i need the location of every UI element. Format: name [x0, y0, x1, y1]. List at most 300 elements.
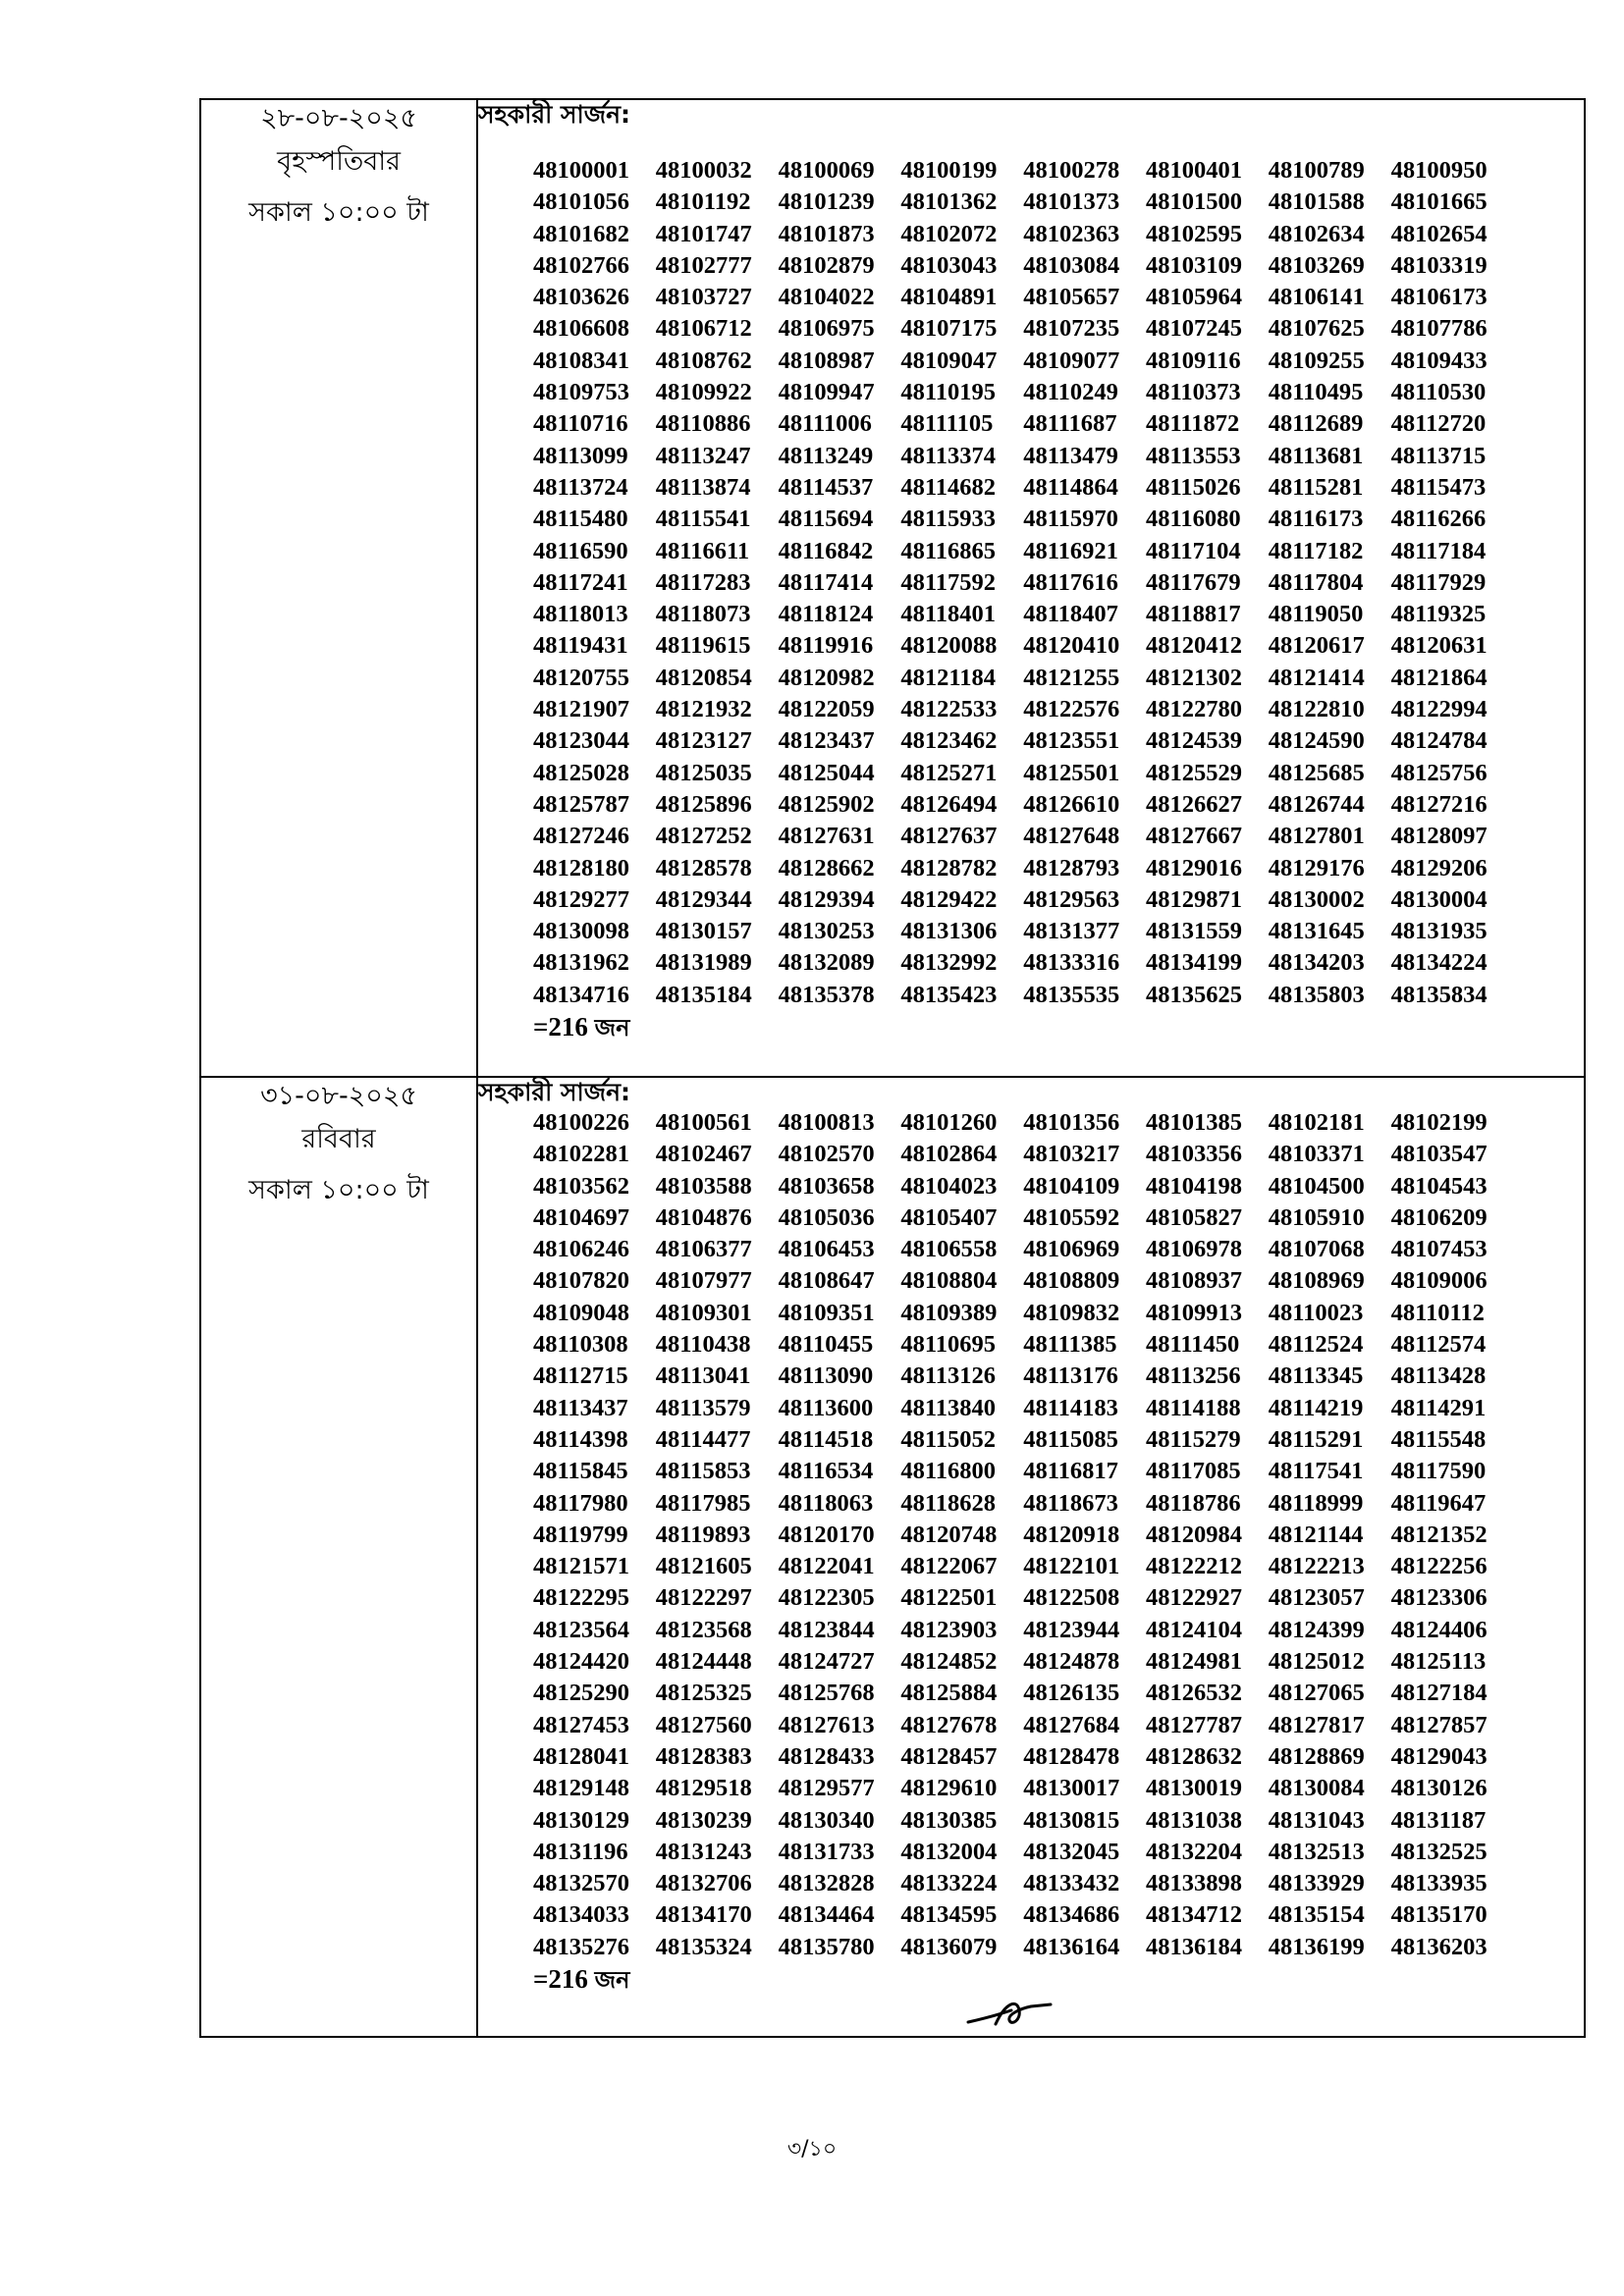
roll-number: 48121864: [1390, 664, 1488, 691]
roll-number: 48126494: [900, 790, 998, 818]
roll-number: 48110695: [900, 1331, 997, 1359]
roll-number: 48101056: [533, 188, 629, 216]
roll-number: 48134716: [533, 981, 629, 1008]
roll-number: 48115085: [1023, 1425, 1118, 1453]
roll-row: [533, 1456, 1584, 1487]
roll-number: 48136184: [1145, 1933, 1242, 1960]
exam-time: সকাল ১০:০০ টা: [248, 1175, 429, 1205]
roll-number: 48116611: [655, 537, 750, 564]
roll-number: 48109922: [655, 379, 752, 406]
roll-number: 48112720: [1390, 410, 1487, 438]
roll-number: 48123437: [778, 727, 875, 755]
roll-number: 48120170: [778, 1521, 875, 1548]
roll-number: 48108937: [1145, 1267, 1242, 1295]
roll-number: 48100199: [900, 157, 998, 184]
roll-row: [533, 1868, 1584, 1899]
roll-number: 48121352: [1390, 1521, 1488, 1548]
roll-row: [533, 1298, 1584, 1329]
roll-number: 48104697: [533, 1203, 629, 1231]
roll-number: 48134224: [1390, 949, 1488, 977]
roll-number: 48126610: [1023, 790, 1120, 818]
roll-number: 48132204: [1145, 1838, 1242, 1865]
roll-number: 48121932: [655, 696, 752, 723]
roll-number: 48105964: [1145, 284, 1242, 311]
roll-number: 48132513: [1268, 1838, 1365, 1865]
roll-number: 48113715: [1390, 442, 1487, 469]
roll-number: 48130815: [1023, 1806, 1120, 1834]
roll-number: 48109947: [778, 379, 875, 406]
roll-number: 48109047: [900, 347, 998, 374]
roll-row: [533, 1899, 1584, 1931]
roll-number: 48125271: [900, 759, 998, 786]
roll-number: 48113579: [655, 1394, 751, 1421]
roll-number: 48105910: [1268, 1203, 1365, 1231]
roll-row: [533, 789, 1584, 821]
roll-row: [533, 155, 1584, 187]
roll-number: 48121144: [1268, 1521, 1364, 1548]
roll-number: 48117085: [1145, 1458, 1241, 1485]
schedule-row-2: [200, 1077, 1585, 2037]
roll-number: 48106453: [778, 1236, 875, 1263]
roll-number: 48122780: [1145, 696, 1242, 723]
roll-number: 48112574: [1390, 1331, 1487, 1359]
roll-number: 48103269: [1268, 251, 1365, 279]
roll-row: [533, 630, 1584, 662]
roll-number: 48105036: [778, 1203, 875, 1231]
roll-number: 48133316: [1023, 949, 1120, 977]
roll-number: 48129871: [1145, 885, 1242, 913]
roll-number: 48126135: [1023, 1680, 1120, 1707]
roll-number: 48104198: [1145, 1172, 1242, 1200]
roll-number: 48106978: [1145, 1236, 1242, 1263]
roll-number: 48104876: [655, 1203, 752, 1231]
roll-number: 48130019: [1145, 1775, 1242, 1802]
roll-number: 48123127: [655, 727, 752, 755]
roll-number: 48120755: [533, 664, 629, 691]
roll-number: 48119431: [533, 632, 628, 660]
roll-number: 48132570: [533, 1870, 629, 1897]
total-unit: জন: [594, 1014, 630, 1042]
roll-number: 48131306: [900, 918, 998, 945]
roll-number: 48127560: [655, 1711, 752, 1738]
roll-number: 48110438: [655, 1331, 751, 1359]
roll-row: [533, 1773, 1584, 1804]
total-number: =216: [533, 1964, 588, 1995]
roll-number: 48127787: [1145, 1711, 1242, 1738]
total-number: =216: [533, 1012, 588, 1042]
roll-number: 48109116: [1145, 347, 1241, 374]
roll-row: [533, 916, 1584, 947]
roll-number: 48114518: [778, 1425, 874, 1453]
roll-number: 48109255: [1268, 347, 1365, 374]
roll-number: 48120410: [1023, 632, 1120, 660]
roll-number: 48129422: [900, 885, 998, 913]
roll-number: 48103371: [1268, 1141, 1365, 1168]
roll-number: 48125290: [533, 1680, 629, 1707]
roll-number: 48131962: [533, 949, 629, 977]
roll-number: 48122067: [900, 1553, 998, 1580]
roll-number: 48120617: [1268, 632, 1365, 660]
roll-number: 48109301: [655, 1299, 752, 1326]
roll-number: 48135535: [1023, 981, 1120, 1008]
roll-number: 48134203: [1268, 949, 1365, 977]
roll-number: 48113681: [1268, 442, 1364, 469]
roll-number: 48115694: [778, 506, 874, 533]
roll-row: [533, 1551, 1584, 1582]
roll-number: 48130098: [533, 918, 629, 945]
roll-number: 48102864: [900, 1141, 998, 1168]
roll-number: 48128383: [655, 1742, 752, 1770]
roll-number: 48117283: [655, 568, 751, 596]
roll-number: 48110112: [1390, 1299, 1485, 1326]
roll-number: 48101588: [1268, 188, 1365, 216]
exam-time: সকাল ১০:০০ টা: [248, 197, 429, 228]
roll-number: 48109006: [1390, 1267, 1488, 1295]
roll-number: 48101356: [1023, 1109, 1120, 1136]
roll-number: 48121605: [655, 1553, 752, 1580]
roll-number: 48130253: [778, 918, 875, 945]
roll-number: 48135423: [900, 981, 998, 1008]
roll-number: 48127184: [1390, 1680, 1488, 1707]
roll-number: 48130004: [1390, 885, 1488, 913]
roll-number: 48122295: [533, 1584, 629, 1612]
roll-number: 48128433: [778, 1742, 875, 1770]
roll-number: 48135154: [1268, 1901, 1365, 1929]
roll-number: 48122576: [1023, 696, 1120, 723]
exam-day: রবিবার: [301, 1124, 376, 1154]
roll-number: 48115480: [533, 506, 628, 533]
roll-number: 48124420: [533, 1648, 629, 1676]
roll-number: 48110886: [655, 410, 751, 438]
exam-date: ২৮-০৮-২০২৫: [260, 103, 417, 133]
roll-number: 48133929: [1268, 1870, 1365, 1897]
roll-number: 48102766: [533, 251, 629, 279]
roll-number: 48105657: [1023, 284, 1120, 311]
roll-number: 48129563: [1023, 885, 1120, 913]
roll-number: 48121184: [900, 664, 997, 691]
roll-number: 48122212: [1145, 1553, 1242, 1580]
roll-number: 48123057: [1268, 1584, 1365, 1612]
roll-number: 48123564: [533, 1616, 629, 1643]
roll-row: [533, 1265, 1584, 1297]
roll-number: 48101665: [1390, 188, 1488, 216]
roll-number: 48127801: [1268, 823, 1365, 850]
roll-number: 48113724: [533, 473, 628, 501]
roll-number: 48128782: [900, 854, 998, 881]
roll-number: 48103043: [900, 251, 998, 279]
roll-number: 48127453: [533, 1711, 629, 1738]
roll-number: 48106969: [1023, 1236, 1120, 1263]
roll-number: 48129277: [533, 885, 629, 913]
roll-row: [533, 1741, 1584, 1773]
roll-number: 48132706: [655, 1870, 752, 1897]
roll-list: [478, 155, 1584, 1011]
roll-number: 48120918: [1023, 1521, 1120, 1548]
roll-number: 48115541: [655, 506, 751, 533]
roll-number: 48108969: [1268, 1267, 1365, 1295]
roll-number: 48115026: [1145, 473, 1241, 501]
roll-number: 48136203: [1390, 1933, 1488, 1960]
roll-number: 48125787: [533, 790, 629, 818]
roll-number: 48114477: [655, 1425, 751, 1453]
roll-row: [533, 187, 1584, 218]
roll-number: 48126744: [1268, 790, 1365, 818]
roll-number: 48118401: [900, 601, 997, 628]
roll-number: 48128793: [1023, 854, 1120, 881]
roll-number: 48136199: [1268, 1933, 1365, 1960]
roll-number: 48124590: [1268, 727, 1365, 755]
roll-number: 48132828: [778, 1870, 875, 1897]
roll-number: 48109351: [778, 1299, 875, 1326]
roll-number: 48125768: [778, 1680, 875, 1707]
roll-number: 48118628: [900, 1489, 997, 1517]
roll-number: 48102181: [1268, 1109, 1365, 1136]
roll-number: 48110716: [533, 410, 628, 438]
roll-number: 48100032: [655, 157, 752, 184]
roll-row: [533, 725, 1584, 757]
roll-number: 48100401: [1145, 157, 1242, 184]
roll-number: 48119615: [655, 632, 751, 660]
roll-number: 48120854: [655, 664, 752, 691]
roll-number: 48104109: [1023, 1172, 1120, 1200]
roll-number: 48114398: [533, 1425, 628, 1453]
roll-number: 48129206: [1390, 854, 1488, 881]
roll-number: 48131935: [1390, 918, 1488, 945]
roll-number: 48130084: [1268, 1775, 1365, 1802]
roll-row: [533, 884, 1584, 916]
roll-number: 48113428: [1390, 1362, 1487, 1390]
roll-number: 48128041: [533, 1742, 629, 1770]
roll-number: 48106141: [1268, 284, 1365, 311]
roll-number: 48119647: [1390, 1489, 1487, 1517]
roll-number: 48103319: [1390, 251, 1488, 279]
roll-number: 48130239: [655, 1806, 752, 1834]
roll-number: 48135780: [778, 1933, 875, 1960]
roll-number: 48116534: [778, 1458, 874, 1485]
roll-number: 48133432: [1023, 1870, 1120, 1897]
roll-row: [533, 472, 1584, 504]
roll-number: 48101362: [900, 188, 998, 216]
roll-number: 48103727: [655, 284, 752, 311]
roll-number: 48119916: [778, 632, 874, 660]
roll-number: 48134595: [900, 1901, 998, 1929]
roll-row: [533, 1582, 1584, 1614]
roll-row: [533, 1234, 1584, 1265]
roll-number: 48123551: [1023, 727, 1120, 755]
roll-number: 48100789: [1268, 157, 1365, 184]
roll-number: 48125012: [1268, 1648, 1365, 1676]
roll-number: 48130126: [1390, 1775, 1488, 1802]
roll-number: 48116266: [1390, 506, 1487, 533]
roll-number: 48113041: [655, 1362, 751, 1390]
roll-number: 48126627: [1145, 790, 1242, 818]
roll-number: 48114682: [900, 473, 997, 501]
roll-number: 48110308: [533, 1331, 628, 1359]
roll-number: 48129610: [900, 1775, 998, 1802]
roll-cell: [477, 99, 1585, 1077]
roll-number: 48124784: [1390, 727, 1488, 755]
roll-number: 48125113: [1390, 1648, 1487, 1676]
roll-number: 48125044: [778, 759, 875, 786]
roll-number: 48103109: [1145, 251, 1242, 279]
roll-number: 48105592: [1023, 1203, 1120, 1231]
roll-number: 48120412: [1145, 632, 1242, 660]
roll-row: [533, 821, 1584, 852]
roll-number: 48107235: [1023, 315, 1120, 343]
roll-row: [533, 1805, 1584, 1837]
roll-number: 48124878: [1023, 1648, 1120, 1676]
roll-number: 48101747: [655, 220, 752, 247]
roll-number: 48113126: [900, 1362, 997, 1390]
roll-number: 48127252: [655, 823, 752, 850]
roll-number: 48121414: [1268, 664, 1365, 691]
total-count: [478, 1963, 1584, 1996]
roll-number: 48127637: [900, 823, 998, 850]
roll-number: 48122101: [1023, 1553, 1120, 1580]
roll-number: 48101682: [533, 220, 629, 247]
roll-number: 48113099: [533, 442, 628, 469]
roll-cell: [477, 1077, 1585, 2037]
roll-number: 48131196: [533, 1838, 628, 1865]
roll-number: 48115548: [1390, 1425, 1487, 1453]
roll-number: 48109832: [1023, 1299, 1120, 1326]
roll-number: 48135184: [655, 981, 752, 1008]
roll-number: 48106558: [900, 1236, 998, 1263]
roll-number: 48107245: [1145, 315, 1242, 343]
roll-number: 48110455: [778, 1331, 874, 1359]
roll-number: 48111385: [1023, 1331, 1117, 1359]
roll-number: 48114183: [1023, 1394, 1118, 1421]
roll-number: 48122041: [778, 1553, 875, 1580]
roll-number: 48109433: [1390, 347, 1488, 374]
roll-number: 48100278: [1023, 157, 1120, 184]
roll-number: 48117592: [900, 568, 997, 596]
roll-number: 48125028: [533, 759, 629, 786]
roll-number: 48135625: [1145, 981, 1242, 1008]
roll-number: 48130002: [1268, 885, 1365, 913]
roll-number: 48103217: [1023, 1141, 1120, 1168]
roll-number: 48100950: [1390, 157, 1488, 184]
roll-row: [533, 1393, 1584, 1424]
roll-number: 48115473: [1390, 473, 1487, 501]
roll-row: [533, 1361, 1584, 1392]
roll-number: 48120748: [900, 1521, 998, 1548]
roll-number: 48136079: [900, 1933, 998, 1960]
roll-number: 48131559: [1145, 918, 1242, 945]
roll-number: 48103626: [533, 284, 629, 311]
roll-list: [478, 1107, 1584, 1963]
roll-number: 48117804: [1268, 568, 1364, 596]
roll-number: 48106975: [778, 315, 875, 343]
roll-row: [533, 346, 1584, 377]
roll-number: 48116080: [1145, 506, 1241, 533]
roll-number: 48125902: [778, 790, 875, 818]
total-count: [478, 1011, 1584, 1043]
roll-number: 48104500: [1268, 1172, 1365, 1200]
roll-number: 48103356: [1145, 1141, 1242, 1168]
roll-number: 48114291: [1390, 1394, 1487, 1421]
roll-number: 48124727: [778, 1648, 875, 1676]
roll-number: 48131243: [655, 1838, 752, 1865]
roll-number: 48127817: [1268, 1711, 1365, 1738]
roll-row: [533, 1107, 1584, 1139]
roll-number: 48122927: [1145, 1584, 1242, 1612]
roll-number: 48125325: [655, 1680, 752, 1707]
roll-number: 48111687: [1023, 410, 1117, 438]
roll-number: 48104543: [1390, 1172, 1488, 1200]
roll-row: [533, 536, 1584, 567]
roll-number: 48116173: [1268, 506, 1364, 533]
roll-number: 48130017: [1023, 1775, 1120, 1802]
roll-number: 48115279: [1145, 1425, 1241, 1453]
roll-number: 48131733: [778, 1838, 875, 1865]
schedule-table: [199, 98, 1586, 2038]
roll-number: 48128632: [1145, 1742, 1242, 1770]
roll-number: 48134199: [1145, 949, 1242, 977]
date-cell: [200, 99, 477, 1077]
roll-number: 48113090: [778, 1362, 874, 1390]
roll-number: 48118407: [1023, 601, 1118, 628]
roll-row: [533, 1932, 1584, 1963]
roll-number: 48119893: [655, 1521, 751, 1548]
roll-number: 48129043: [1390, 1742, 1488, 1770]
roll-number: 48119325: [1390, 601, 1487, 628]
exam-date: ৩১-০৮-২০২৫: [260, 1081, 417, 1111]
roll-number: 48128578: [655, 854, 752, 881]
roll-number: 48113256: [1145, 1362, 1241, 1390]
roll-number: 48118673: [1023, 1489, 1118, 1517]
roll-number: 48127613: [778, 1711, 875, 1738]
roll-number: 48113479: [1023, 442, 1118, 469]
post-heading: সহকারী সার্জন:: [478, 1078, 631, 1106]
roll-number: 48131645: [1268, 918, 1365, 945]
roll-number: 48101500: [1145, 188, 1242, 216]
roll-number: 48118073: [655, 601, 751, 628]
roll-number: 48125685: [1268, 759, 1365, 786]
roll-number: 48123844: [778, 1616, 875, 1643]
roll-number: 48111450: [1145, 1331, 1240, 1359]
roll-number: 48117184: [1390, 537, 1487, 564]
roll-number: 48109077: [1023, 347, 1120, 374]
roll-number: 48127684: [1023, 1711, 1120, 1738]
roll-number: 48102634: [1268, 220, 1365, 247]
roll-number: 48116590: [533, 537, 628, 564]
roll-number: 48130129: [533, 1806, 629, 1834]
roll-number: 48120631: [1390, 632, 1488, 660]
roll-number: 48129518: [655, 1775, 752, 1802]
roll-number: 48107068: [1268, 1236, 1365, 1263]
roll-number: 48130385: [900, 1806, 998, 1834]
roll-number: 48106608: [533, 315, 629, 343]
roll-number: 48107453: [1390, 1236, 1488, 1263]
roll-number: 48127678: [900, 1711, 998, 1738]
roll-number: 48104023: [900, 1172, 998, 1200]
roll-number: 48129176: [1268, 854, 1365, 881]
roll-number: 48124104: [1145, 1616, 1242, 1643]
roll-number: 48108987: [778, 347, 875, 374]
roll-row: [533, 599, 1584, 630]
roll-number: 48122059: [778, 696, 875, 723]
roll-number: 48121255: [1023, 664, 1120, 691]
roll-number: 48132525: [1390, 1838, 1488, 1865]
roll-number: 48110495: [1268, 379, 1364, 406]
roll-row: [533, 1424, 1584, 1456]
roll-number: 48127648: [1023, 823, 1120, 850]
roll-number: 48125035: [655, 759, 752, 786]
roll-number: 48110249: [1023, 379, 1118, 406]
roll-row: [533, 980, 1584, 1011]
roll-number: 48114219: [1268, 1394, 1364, 1421]
